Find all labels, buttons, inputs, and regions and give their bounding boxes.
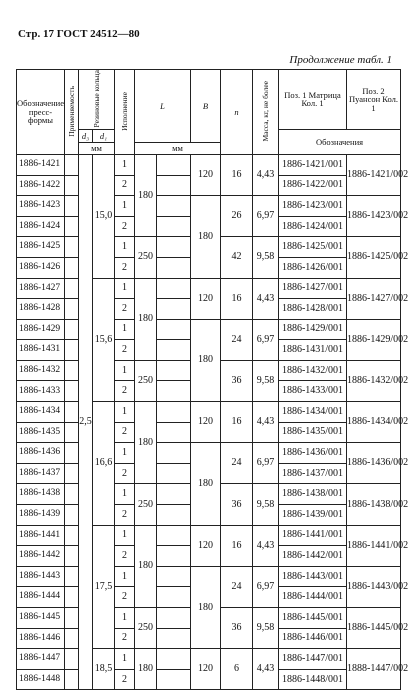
spacer-cell	[157, 484, 191, 505]
pos1-cell: 1886-1431/001	[279, 340, 347, 361]
n-cell: 26	[221, 196, 253, 237]
designation-cell: 1886-1431	[17, 340, 65, 361]
spacer-cell	[157, 505, 191, 526]
applicability-cell	[65, 628, 79, 649]
mass-cell: 9,58	[253, 608, 279, 649]
pos1-cell: 1886-1444/001	[279, 587, 347, 608]
execution-cell: 1	[115, 525, 135, 546]
pos1-cell: 1886-1447/001	[279, 649, 347, 670]
pos1-cell: 1886-1424/001	[279, 216, 347, 237]
applicability-cell	[65, 237, 79, 258]
execution-cell: 2	[115, 505, 135, 526]
pos1-cell: 1886-1435/001	[279, 422, 347, 443]
d3-cell: 2,5	[79, 154, 93, 689]
designation-cell: 1886-1429	[17, 319, 65, 340]
applicability-cell	[65, 484, 79, 505]
n-cell: 16	[221, 154, 253, 195]
spacer-cell	[157, 196, 191, 217]
pos2-cell: 1886-1427/002	[347, 278, 401, 319]
pos2-cell: 1886-1421/002	[347, 154, 401, 195]
header-mass: Масса, кг, не более	[253, 70, 279, 155]
designation-cell: 1886-1445	[17, 608, 65, 629]
execution-cell: 1	[115, 319, 135, 340]
pos1-cell: 1886-1426/001	[279, 257, 347, 278]
spacer-cell	[157, 237, 191, 258]
n-cell: 24	[221, 443, 253, 484]
header-B: B	[191, 70, 221, 143]
header-d1: d₁	[93, 129, 115, 142]
pos2-cell: 1886-1441/002	[347, 525, 401, 566]
header-pos2: Поз. 2 Пуансон Кол. 1	[347, 70, 401, 130]
L-cell: 180	[135, 154, 157, 236]
B-cell: 120	[191, 278, 221, 319]
execution-cell: 1	[115, 154, 135, 175]
mass-cell: 6,97	[253, 566, 279, 607]
pos1-cell: 1886-1448/001	[279, 669, 347, 690]
spacer-cell	[157, 422, 191, 443]
pos1-cell: 1886-1428/001	[279, 299, 347, 320]
spacer-cell	[157, 299, 191, 320]
spacer-cell	[157, 546, 191, 567]
header-L: L	[135, 70, 191, 143]
applicability-cell	[65, 566, 79, 587]
execution-cell: 2	[115, 463, 135, 484]
header-mm-2: мм	[135, 142, 221, 154]
applicability-cell	[65, 175, 79, 196]
header-execution: Исполнение	[115, 70, 135, 155]
n-cell: 36	[221, 608, 253, 649]
pos2-cell: 1886-1432/002	[347, 360, 401, 401]
pos2-cell: 1886-1434/002	[347, 402, 401, 443]
pos1-cell: 1886-1436/001	[279, 443, 347, 464]
header-pos1: Поз. 1 Матрица Кол. 1	[279, 70, 347, 130]
execution-cell: 2	[115, 175, 135, 196]
pos1-cell: 1886-1422/001	[279, 175, 347, 196]
applicability-cell	[65, 216, 79, 237]
applicability-cell	[65, 649, 79, 670]
spacer-cell	[157, 587, 191, 608]
spacer-cell	[157, 278, 191, 299]
designation-cell: 1886-1424	[17, 216, 65, 237]
designation-cell: 1886-1425	[17, 237, 65, 258]
L-cell: 180	[135, 649, 157, 690]
execution-cell: 2	[115, 546, 135, 567]
n-cell: 24	[221, 566, 253, 607]
designation-cell: 1886-1423	[17, 196, 65, 217]
pos1-cell: 1886-1425/001	[279, 237, 347, 258]
designation-cell: 1886-1421	[17, 154, 65, 175]
designation-cell: 1886-1422	[17, 175, 65, 196]
pos2-cell: 1886-1438/002	[347, 484, 401, 525]
pos1-cell: 1886-1432/001	[279, 360, 347, 381]
mass-cell: 9,58	[253, 484, 279, 525]
mold-table	[16, 69, 409, 690]
pos2-cell: 1886-1425/002	[347, 237, 401, 278]
applicability-cell	[65, 525, 79, 546]
table-row	[17, 154, 401, 175]
applicability-cell	[65, 669, 79, 690]
execution-cell: 1	[115, 443, 135, 464]
execution-cell: 2	[115, 381, 135, 402]
header-rubber-ring: Резиновые кольца	[79, 70, 115, 130]
n-cell: 36	[221, 360, 253, 401]
L-cell: 180	[135, 525, 157, 607]
applicability-cell	[65, 463, 79, 484]
table-row	[17, 443, 401, 464]
table-row	[17, 402, 401, 423]
page-header: Стр. 17 ГОСТ 24512—80	[18, 28, 140, 40]
mass-cell: 4,43	[253, 154, 279, 195]
B-cell: 180	[191, 443, 221, 525]
spacer-cell	[157, 402, 191, 423]
pos2-cell: 1886-1436/002	[347, 443, 401, 484]
header-designation: Обозначение пресс-формы	[17, 70, 65, 155]
spacer-cell	[157, 443, 191, 464]
pos1-cell: 1886-1445/001	[279, 608, 347, 629]
spacer-cell	[157, 360, 191, 381]
applicability-cell	[65, 381, 79, 402]
designation-cell: 1886-1446	[17, 628, 65, 649]
pos1-cell: 1886-1441/001	[279, 525, 347, 546]
B-cell: 120	[191, 154, 221, 195]
execution-cell: 2	[115, 587, 135, 608]
applicability-cell	[65, 422, 79, 443]
pos1-cell: 1886-1423/001	[279, 196, 347, 217]
execution-cell: 1	[115, 649, 135, 670]
n-cell: 16	[221, 525, 253, 566]
n-cell: 42	[221, 237, 253, 278]
pos1-cell: 1886-1442/001	[279, 546, 347, 567]
applicability-cell	[65, 257, 79, 278]
spacer-cell	[157, 319, 191, 340]
applicability-cell	[65, 587, 79, 608]
B-cell: 120	[191, 525, 221, 566]
spacer-cell	[157, 216, 191, 237]
designation-cell: 1886-1427	[17, 278, 65, 299]
spacer-cell	[157, 175, 191, 196]
spacer-cell	[157, 154, 191, 175]
B-cell: 180	[191, 319, 221, 401]
L-cell: 250	[135, 484, 157, 525]
pos1-cell: 1886-1437/001	[279, 463, 347, 484]
execution-cell: 2	[115, 422, 135, 443]
B-cell: 120	[191, 402, 221, 443]
designation-cell: 1886-1448	[17, 669, 65, 690]
header-d3: d₃	[79, 129, 93, 142]
table-row	[17, 278, 401, 299]
designation-cell: 1886-1443	[17, 566, 65, 587]
L-cell: 250	[135, 237, 157, 278]
applicability-cell	[65, 340, 79, 361]
table-continuation-label: Продолжение табл. 1	[289, 54, 392, 66]
mass-cell: 9,58	[253, 237, 279, 278]
d1-cell: 16,6	[93, 402, 115, 526]
applicability-cell	[65, 319, 79, 340]
header-applicability: Применяемость	[65, 70, 79, 155]
execution-cell: 1	[115, 360, 135, 381]
B-cell: 180	[191, 566, 221, 648]
applicability-cell	[65, 608, 79, 629]
designation-cell: 1886-1434	[17, 402, 65, 423]
spacer-cell	[157, 463, 191, 484]
designation-cell: 1886-1428	[17, 299, 65, 320]
L-cell: 250	[135, 360, 157, 401]
designation-cell: 1886-1438	[17, 484, 65, 505]
designation-cell: 1886-1426	[17, 257, 65, 278]
pos1-cell: 1886-1433/001	[279, 381, 347, 402]
designation-cell: 1886-1437	[17, 463, 65, 484]
applicability-cell	[65, 443, 79, 464]
n-cell: 16	[221, 402, 253, 443]
execution-cell: 2	[115, 340, 135, 361]
spacer-cell	[157, 381, 191, 402]
designation-cell: 1886-1433	[17, 381, 65, 402]
mass-cell: 6,97	[253, 319, 279, 360]
header-n: n	[221, 70, 253, 155]
execution-cell: 1	[115, 278, 135, 299]
n-cell: 6	[221, 649, 253, 690]
spacer-cell	[157, 608, 191, 629]
header-mm-1: мм	[79, 142, 115, 154]
execution-cell: 1	[115, 196, 135, 217]
pos2-cell: 1886-1429/002	[347, 319, 401, 360]
pos2-cell: 1888-1447/002	[347, 649, 401, 690]
n-cell: 16	[221, 278, 253, 319]
execution-cell: 2	[115, 628, 135, 649]
table-row	[17, 196, 401, 217]
n-cell: 24	[221, 319, 253, 360]
spacer-cell	[157, 649, 191, 670]
designation-cell: 1886-1442	[17, 546, 65, 567]
execution-cell: 1	[115, 566, 135, 587]
execution-cell: 2	[115, 257, 135, 278]
pos1-cell: 1886-1429/001	[279, 319, 347, 340]
B-cell: 180	[191, 196, 221, 278]
d1-cell: 15,0	[93, 154, 115, 278]
execution-cell: 2	[115, 669, 135, 690]
applicability-cell	[65, 278, 79, 299]
designation-cell: 1886-1436	[17, 443, 65, 464]
pos1-cell: 1886-1446/001	[279, 628, 347, 649]
spacer-cell	[157, 525, 191, 546]
applicability-cell	[65, 196, 79, 217]
applicability-cell	[65, 360, 79, 381]
execution-cell: 2	[115, 299, 135, 320]
applicability-cell	[65, 402, 79, 423]
pos1-cell: 1886-1434/001	[279, 402, 347, 423]
spacer-cell	[157, 257, 191, 278]
header-designations: Обозначения	[279, 129, 401, 154]
mass-cell: 4,43	[253, 402, 279, 443]
L-cell: 250	[135, 608, 157, 649]
execution-cell: 2	[115, 216, 135, 237]
pos2-cell: 1886-1443/002	[347, 566, 401, 607]
designation-cell: 1886-1444	[17, 587, 65, 608]
pos1-cell: 1886-1438/001	[279, 484, 347, 505]
execution-cell: 1	[115, 484, 135, 505]
mass-cell: 6,97	[253, 196, 279, 237]
L-cell: 180	[135, 402, 157, 484]
designation-cell: 1886-1439	[17, 505, 65, 526]
execution-cell: 1	[115, 402, 135, 423]
mass-cell: 4,43	[253, 278, 279, 319]
spacer-cell	[157, 669, 191, 690]
spacer-cell	[157, 340, 191, 361]
d1-cell: 18,5	[93, 649, 115, 690]
designation-cell: 1886-1441	[17, 525, 65, 546]
pos1-cell: 1886-1427/001	[279, 278, 347, 299]
mass-cell: 9,58	[253, 360, 279, 401]
table-row	[17, 649, 401, 670]
d1-cell: 17,5	[93, 525, 115, 649]
spacer-cell	[157, 628, 191, 649]
table-row	[17, 319, 401, 340]
applicability-cell	[65, 546, 79, 567]
B-cell: 120	[191, 649, 221, 690]
pos1-cell: 1886-1421/001	[279, 154, 347, 175]
designation-cell: 1886-1435	[17, 422, 65, 443]
mass-cell: 4,43	[253, 649, 279, 690]
execution-cell: 1	[115, 237, 135, 258]
applicability-cell	[65, 154, 79, 175]
spacer-cell	[157, 566, 191, 587]
applicability-cell	[65, 505, 79, 526]
pos1-cell: 1886-1439/001	[279, 505, 347, 526]
mass-cell: 6,97	[253, 443, 279, 484]
designation-cell: 1886-1432	[17, 360, 65, 381]
pos2-cell: 1886-1445/002	[347, 608, 401, 649]
pos2-cell: 1886-1423/002	[347, 196, 401, 237]
L-cell: 180	[135, 278, 157, 360]
pos1-cell: 1886-1443/001	[279, 566, 347, 587]
table-row	[17, 566, 401, 587]
d1-cell: 15,6	[93, 278, 115, 402]
n-cell: 36	[221, 484, 253, 525]
execution-cell: 1	[115, 608, 135, 629]
mass-cell: 4,43	[253, 525, 279, 566]
applicability-cell	[65, 299, 79, 320]
table-row	[17, 525, 401, 546]
designation-cell: 1886-1447	[17, 649, 65, 670]
